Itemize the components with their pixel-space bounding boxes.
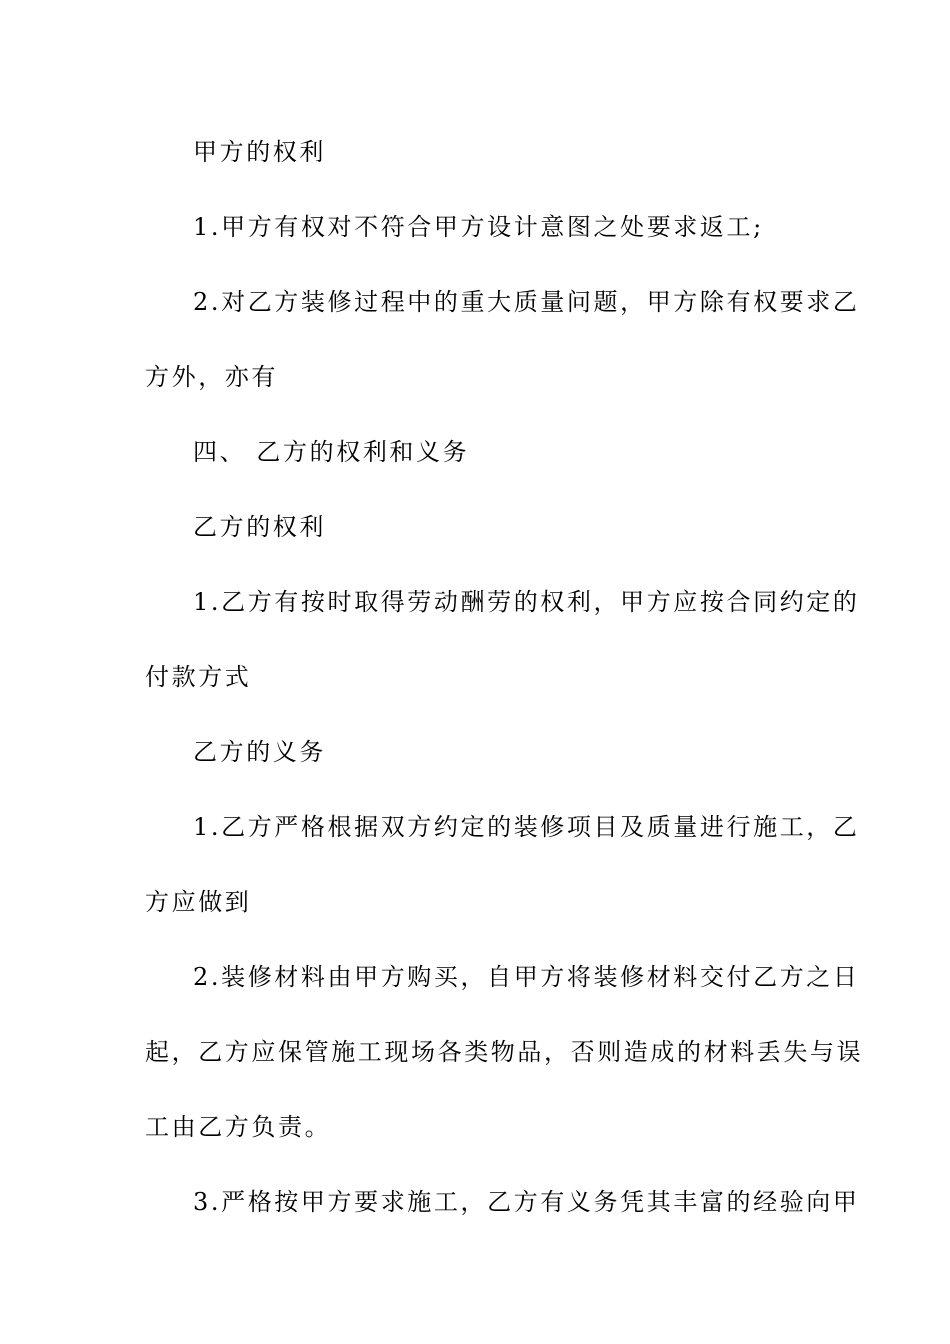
text-line: 2.对乙方装修过程中的重大质量问题，甲方除有权要求乙 bbox=[193, 288, 860, 316]
text-line: 付款方式 bbox=[145, 663, 252, 691]
text-line: 1.乙方严格根据双方约定的装修项目及质量进行施工，乙 bbox=[193, 813, 860, 841]
text-line: 四、 乙方的权利和义务 bbox=[193, 438, 470, 466]
text-line: 1.乙方有按时取得劳动酬劳的权利，甲方应按合同约定的 bbox=[193, 588, 860, 616]
text-line: 2.装修材料由甲方购买，自甲方将装修材料交付乙方之日 bbox=[193, 963, 860, 991]
text-line: 方应做到 bbox=[145, 888, 252, 916]
text-line: 方外，亦有 bbox=[145, 363, 278, 391]
text-line: 甲方的权利 bbox=[193, 138, 326, 166]
text-line: 起，乙方应保管施工现场各类物品，否则造成的材料丢失与误 bbox=[145, 1038, 864, 1066]
text-line: 3.严格按甲方要求施工，乙方有义务凭其丰富的经验向甲 bbox=[193, 1188, 860, 1216]
text-line: 乙方的义务 bbox=[193, 738, 326, 766]
text-line: 乙方的权利 bbox=[193, 513, 326, 541]
text-line: 工由乙方负责。 bbox=[145, 1113, 332, 1141]
text-line: 1.甲方有权对不符合甲方设计意图之处要求返工; bbox=[193, 213, 764, 241]
